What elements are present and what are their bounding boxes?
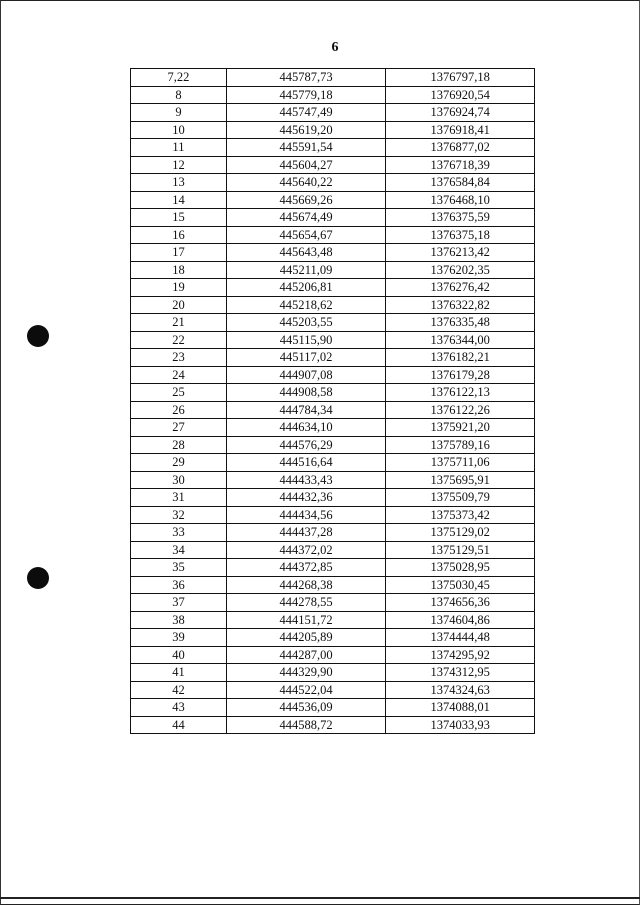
x-coordinate-cell: 444432,36	[226, 489, 385, 507]
x-coordinate-cell: 445669,26	[226, 191, 385, 209]
y-coordinate-cell: 1374088,01	[386, 699, 535, 717]
y-coordinate-cell: 1374444,48	[386, 629, 535, 647]
point-number-cell: 8	[131, 86, 227, 104]
table-row	[131, 541, 535, 559]
table-row	[131, 664, 535, 682]
x-coordinate-cell: 444522,04	[226, 681, 385, 699]
table-row	[131, 279, 535, 297]
point-number-cell: 42	[131, 681, 227, 699]
table-row	[131, 69, 535, 87]
point-number-cell: 9	[131, 104, 227, 122]
point-number-cell: 39	[131, 629, 227, 647]
x-coordinate-cell: 444433,43	[226, 471, 385, 489]
x-coordinate-cell: 444576,29	[226, 436, 385, 454]
y-coordinate-cell: 1376584,84	[386, 174, 535, 192]
point-number-cell: 18	[131, 261, 227, 279]
point-number-cell: 29	[131, 454, 227, 472]
y-coordinate-cell: 1376202,35	[386, 261, 535, 279]
y-coordinate-cell: 1376718,39	[386, 156, 535, 174]
table-row	[131, 139, 535, 157]
x-coordinate-cell: 445218,62	[226, 296, 385, 314]
x-coordinate-cell: 444151,72	[226, 611, 385, 629]
table-row	[131, 244, 535, 262]
x-coordinate-cell: 444372,02	[226, 541, 385, 559]
y-coordinate-cell: 1376213,42	[386, 244, 535, 262]
y-coordinate-cell: 1376122,13	[386, 384, 535, 402]
point-number-cell: 17	[131, 244, 227, 262]
table-row	[131, 454, 535, 472]
table-row	[131, 506, 535, 524]
table-row	[131, 261, 535, 279]
punch-hole	[27, 325, 49, 347]
y-coordinate-cell: 1375695,91	[386, 471, 535, 489]
point-number-cell: 41	[131, 664, 227, 682]
table-row	[131, 174, 535, 192]
x-coordinate-cell: 444536,09	[226, 699, 385, 717]
point-number-cell: 30	[131, 471, 227, 489]
table-row	[131, 419, 535, 437]
x-coordinate-cell: 445619,20	[226, 121, 385, 139]
point-number-cell: 27	[131, 419, 227, 437]
coordinates-table-body	[131, 69, 535, 734]
table-row	[131, 611, 535, 629]
x-coordinate-cell: 444205,89	[226, 629, 385, 647]
x-coordinate-cell: 445206,81	[226, 279, 385, 297]
point-number-cell: 20	[131, 296, 227, 314]
y-coordinate-cell: 1376375,59	[386, 209, 535, 227]
x-coordinate-cell: 445640,22	[226, 174, 385, 192]
x-coordinate-cell: 445604,27	[226, 156, 385, 174]
table-row	[131, 384, 535, 402]
table-row	[131, 716, 535, 734]
y-coordinate-cell: 1374295,92	[386, 646, 535, 664]
table-row	[131, 436, 535, 454]
y-coordinate-cell: 1375129,02	[386, 524, 535, 542]
y-coordinate-cell: 1375030,45	[386, 576, 535, 594]
y-coordinate-cell: 1376918,41	[386, 121, 535, 139]
table-row	[131, 646, 535, 664]
table-row	[131, 471, 535, 489]
y-coordinate-cell: 1375028,95	[386, 559, 535, 577]
y-coordinate-cell: 1376276,42	[386, 279, 535, 297]
y-coordinate-cell: 1376924,74	[386, 104, 535, 122]
y-coordinate-cell: 1375711,06	[386, 454, 535, 472]
point-number-cell: 35	[131, 559, 227, 577]
x-coordinate-cell: 445674,49	[226, 209, 385, 227]
table-row	[131, 226, 535, 244]
x-coordinate-cell: 444907,08	[226, 366, 385, 384]
x-coordinate-cell: 444329,90	[226, 664, 385, 682]
point-number-cell: 31	[131, 489, 227, 507]
point-number-cell: 19	[131, 279, 227, 297]
table-row	[131, 489, 535, 507]
table-row	[131, 191, 535, 209]
x-coordinate-cell: 444287,00	[226, 646, 385, 664]
point-number-cell: 34	[131, 541, 227, 559]
point-number-cell: 14	[131, 191, 227, 209]
point-number-cell: 21	[131, 314, 227, 332]
point-number-cell: 44	[131, 716, 227, 734]
y-coordinate-cell: 1376344,00	[386, 331, 535, 349]
table-row	[131, 559, 535, 577]
point-number-cell: 10	[131, 121, 227, 139]
x-coordinate-cell: 445779,18	[226, 86, 385, 104]
table-row	[131, 104, 535, 122]
x-coordinate-cell: 444634,10	[226, 419, 385, 437]
table-row	[131, 349, 535, 367]
x-coordinate-cell: 444908,58	[226, 384, 385, 402]
point-number-cell: 33	[131, 524, 227, 542]
coordinates-table	[130, 68, 535, 734]
table-row	[131, 156, 535, 174]
table-row	[131, 401, 535, 419]
y-coordinate-cell: 1375129,51	[386, 541, 535, 559]
y-coordinate-cell: 1376797,18	[386, 69, 535, 87]
table-row	[131, 699, 535, 717]
point-number-cell: 37	[131, 594, 227, 612]
table-row	[131, 314, 535, 332]
point-number-cell: 12	[131, 156, 227, 174]
x-coordinate-cell: 445643,48	[226, 244, 385, 262]
table-row	[131, 86, 535, 104]
y-coordinate-cell: 1375789,16	[386, 436, 535, 454]
y-coordinate-cell: 1376182,21	[386, 349, 535, 367]
y-coordinate-cell: 1376179,28	[386, 366, 535, 384]
table-row	[131, 121, 535, 139]
point-number-cell: 13	[131, 174, 227, 192]
x-coordinate-cell: 444437,28	[226, 524, 385, 542]
y-coordinate-cell: 1374604,86	[386, 611, 535, 629]
table-row	[131, 681, 535, 699]
x-coordinate-cell: 444784,34	[226, 401, 385, 419]
x-coordinate-cell: 444516,64	[226, 454, 385, 472]
x-coordinate-cell: 444278,55	[226, 594, 385, 612]
y-coordinate-cell: 1375921,20	[386, 419, 535, 437]
x-coordinate-cell: 444372,85	[226, 559, 385, 577]
point-number-cell: 43	[131, 699, 227, 717]
y-coordinate-cell: 1376375,18	[386, 226, 535, 244]
table-row	[131, 331, 535, 349]
point-number-cell: 24	[131, 366, 227, 384]
x-coordinate-cell: 444434,56	[226, 506, 385, 524]
point-number-cell: 16	[131, 226, 227, 244]
punch-hole	[27, 567, 49, 589]
y-coordinate-cell: 1376322,82	[386, 296, 535, 314]
x-coordinate-cell: 444588,72	[226, 716, 385, 734]
x-coordinate-cell: 445211,09	[226, 261, 385, 279]
page-number: 6	[331, 40, 339, 55]
y-coordinate-cell: 1376877,02	[386, 139, 535, 157]
y-coordinate-cell: 1375509,79	[386, 489, 535, 507]
y-coordinate-cell: 1374312,95	[386, 664, 535, 682]
y-coordinate-cell: 1374324,63	[386, 681, 535, 699]
y-coordinate-cell: 1376468,10	[386, 191, 535, 209]
point-number-cell: 7,22	[131, 69, 227, 87]
table-row	[131, 524, 535, 542]
table-row	[131, 576, 535, 594]
point-number-cell: 32	[131, 506, 227, 524]
y-coordinate-cell: 1374033,93	[386, 716, 535, 734]
x-coordinate-cell: 445787,73	[226, 69, 385, 87]
y-coordinate-cell: 1376920,54	[386, 86, 535, 104]
y-coordinate-cell: 1376122,26	[386, 401, 535, 419]
point-number-cell: 28	[131, 436, 227, 454]
x-coordinate-cell: 445747,49	[226, 104, 385, 122]
y-coordinate-cell: 1375373,42	[386, 506, 535, 524]
table-row	[131, 296, 535, 314]
x-coordinate-cell: 445654,67	[226, 226, 385, 244]
x-coordinate-cell: 445115,90	[226, 331, 385, 349]
point-number-cell: 11	[131, 139, 227, 157]
point-number-cell: 36	[131, 576, 227, 594]
table-row	[131, 209, 535, 227]
point-number-cell: 25	[131, 384, 227, 402]
table-row	[131, 366, 535, 384]
x-coordinate-cell: 445117,02	[226, 349, 385, 367]
point-number-cell: 15	[131, 209, 227, 227]
x-coordinate-cell: 444268,38	[226, 576, 385, 594]
bottom-rule	[0, 897, 640, 899]
x-coordinate-cell: 445591,54	[226, 139, 385, 157]
x-coordinate-cell: 445203,55	[226, 314, 385, 332]
point-number-cell: 22	[131, 331, 227, 349]
table-row	[131, 629, 535, 647]
point-number-cell: 26	[131, 401, 227, 419]
table-row	[131, 594, 535, 612]
y-coordinate-cell: 1376335,48	[386, 314, 535, 332]
y-coordinate-cell: 1374656,36	[386, 594, 535, 612]
point-number-cell: 23	[131, 349, 227, 367]
point-number-cell: 40	[131, 646, 227, 664]
point-number-cell: 38	[131, 611, 227, 629]
